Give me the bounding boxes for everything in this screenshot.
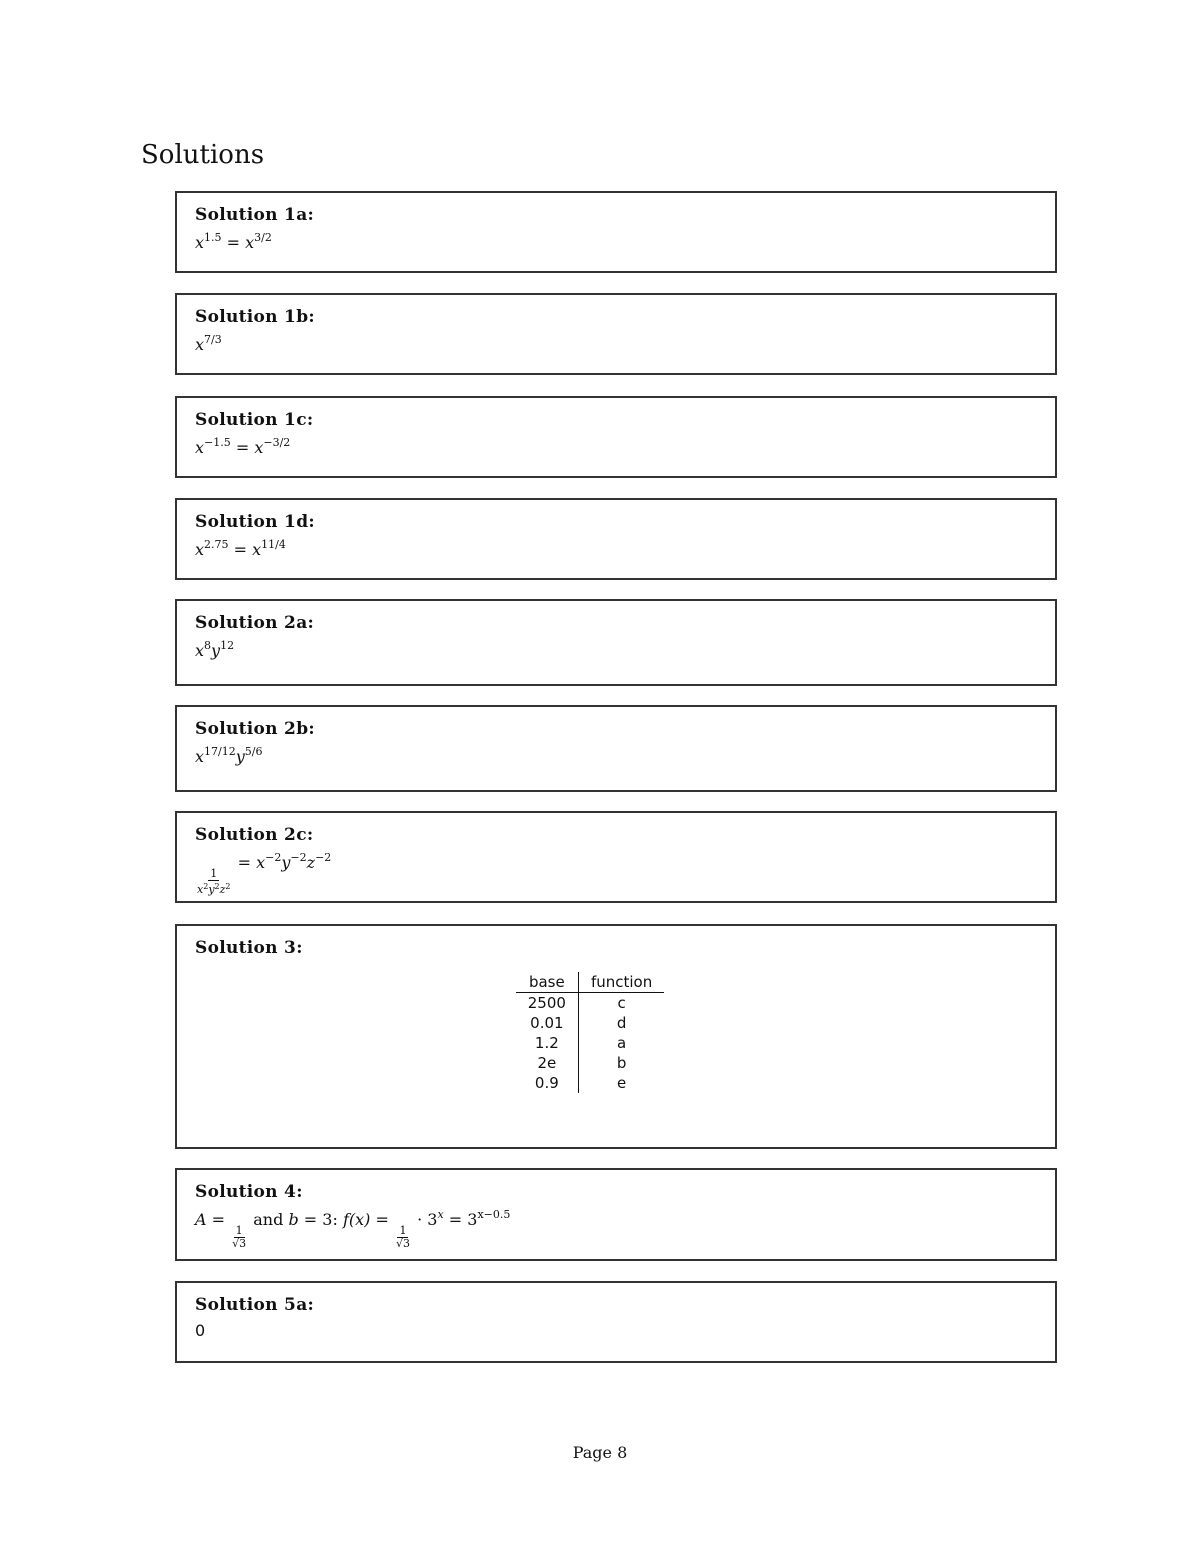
solution-math: $\frac{1}{x^2y^2z^2}$ = $x^{-2}y^{-2}z^{-2}$ [197, 851, 332, 896]
table-row: 1.2 a [516, 1033, 664, 1053]
solution-math: $x^{2.75} = x^{11/4}$ [195, 538, 286, 559]
solution-2a [175, 599, 1057, 686]
solution-heading: Solution 1c: [195, 410, 314, 430]
solution-heading: Solution 1b: [195, 307, 315, 327]
table-row: 0.9 e [516, 1073, 664, 1093]
solution-math: $x^{17/12}y^{5/6}$ [195, 745, 263, 766]
solution-3 [175, 924, 1057, 1149]
section-title: Solutions [141, 140, 265, 170]
solution-heading: Solution 4: [195, 1182, 303, 1202]
solution-1b [175, 293, 1057, 375]
solution-heading: Solution 5a: [195, 1295, 315, 1315]
solution-math: A = $\frac{1}{√3}$ and b = 3: f(x) = $\frac{1}{√3}$ · $3^x = 3^{x-0.5}$ [195, 1208, 511, 1250]
solution-heading: Solution 2a: [195, 613, 315, 633]
solution-math: $x^{1.5} = x^{3/2}$ [195, 231, 272, 252]
solution-answer: 0 [195, 1321, 206, 1340]
solution-heading: Solution 1d: [195, 512, 315, 532]
base-function-table: base function 2500 c 0.01 d 1.2 a 2e b 0.9 e [516, 972, 664, 1093]
table-row: 2500 c [516, 993, 664, 1014]
solution-math: $x^{7/3}$ [195, 333, 222, 354]
table-row: 2e b [516, 1053, 664, 1073]
page-number: Page 8 [572, 1443, 628, 1462]
table-row: 0.01 d [516, 1013, 664, 1033]
solution-5a [175, 1281, 1057, 1363]
solution-heading: Solution 1a: [195, 205, 315, 225]
solution-math: $x^8y^{12}$ [195, 639, 235, 660]
solution-math: $x^{-1.5} = x^{-3/2}$ [195, 436, 291, 457]
solution-heading: Solution 3: [195, 938, 303, 958]
fraction: $\frac{1}{x^2y^2z^2}$ [197, 867, 231, 896]
solution-2b [175, 705, 1057, 792]
solution-1d [175, 498, 1057, 580]
solution-1c [175, 396, 1057, 478]
solution-4 [175, 1168, 1057, 1261]
solution-heading: Solution 2b: [195, 719, 315, 739]
solution-heading: Solution 2c: [195, 825, 314, 845]
solution-2c [175, 811, 1057, 903]
solution-1a [175, 191, 1057, 273]
